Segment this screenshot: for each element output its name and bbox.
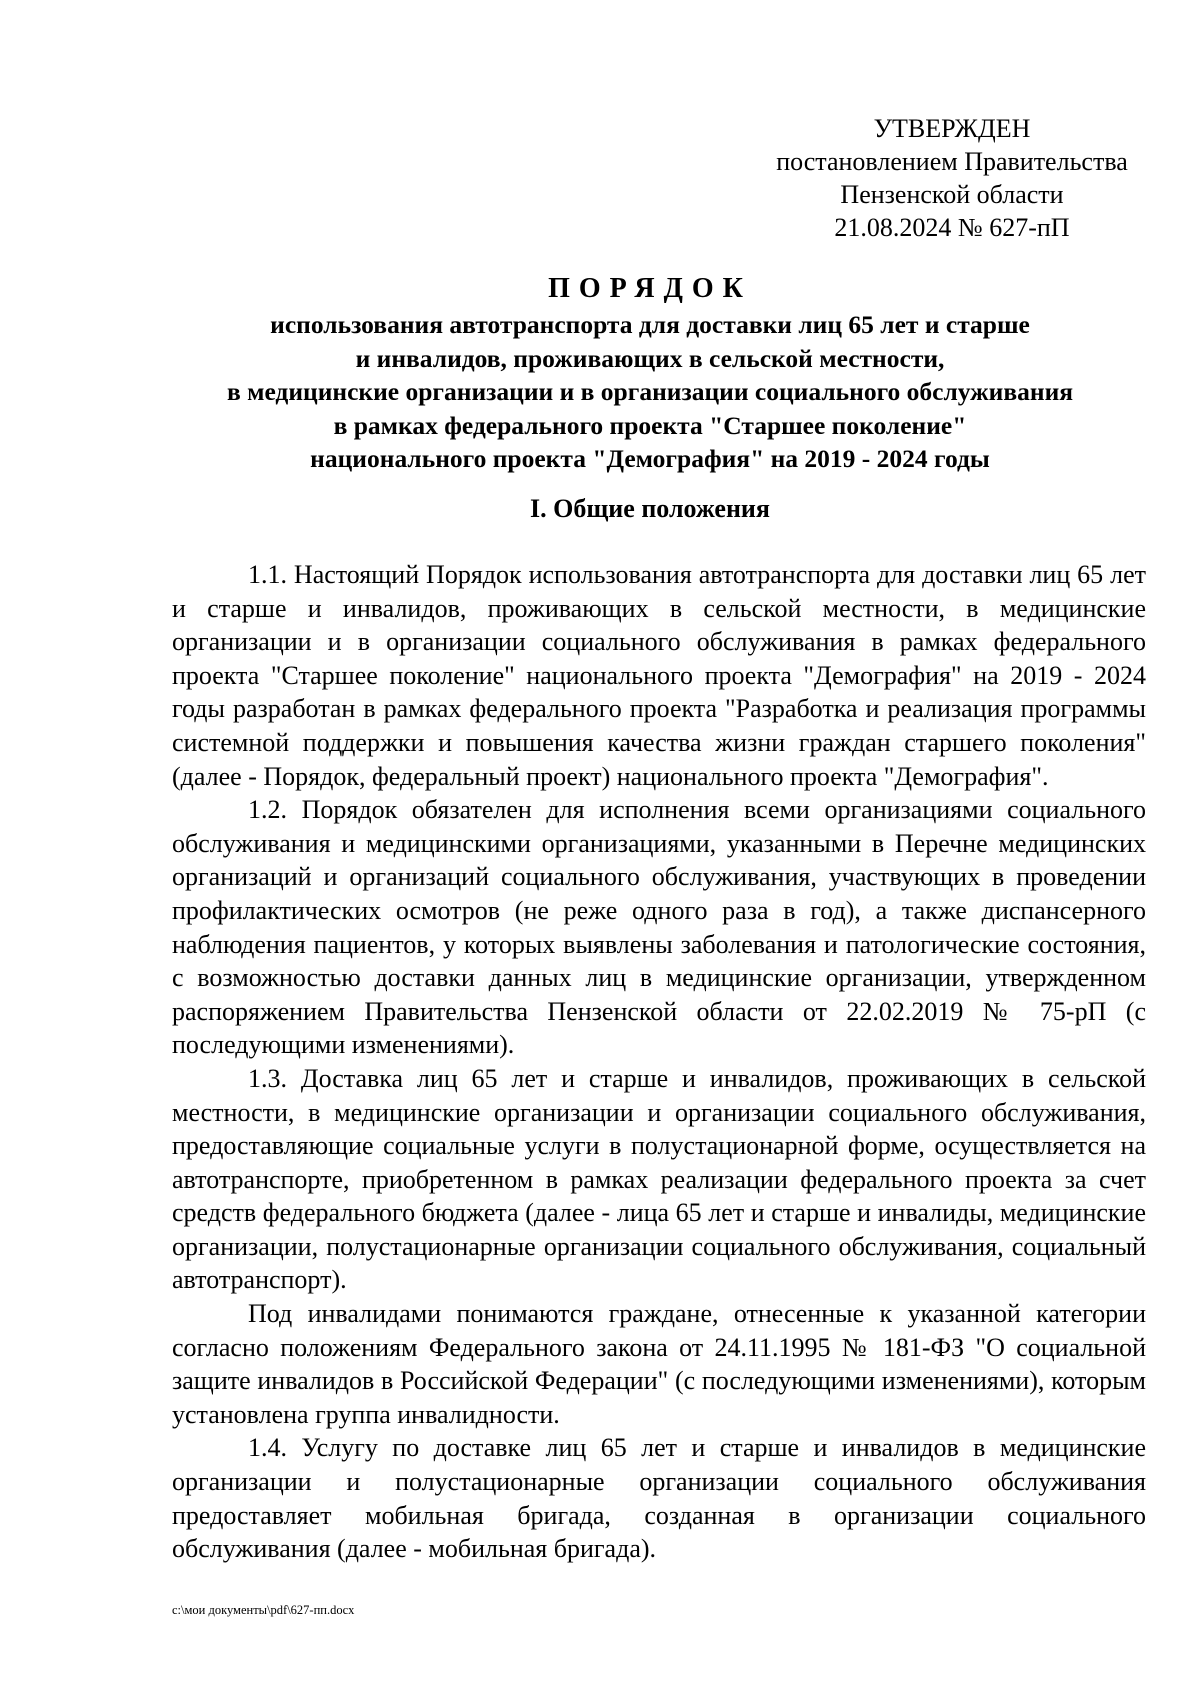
subtitle-line: использования автотранспорта для доставки лиц 65 лет и старше — [270, 310, 1030, 339]
document-heading: ПОРЯДОК — [548, 273, 752, 304]
document-title-block — [150, 272, 1150, 476]
section-heading: I. Общие положения — [530, 494, 770, 523]
subtitle-line: и инвалидов, проживающих в сельской местности, — [355, 343, 945, 373]
paragraph-1-2: 1.2. Порядок обязателен для исполнения всеми организациями социального обслуживания и медицинскими организациями, указанными в Перечне медицинских организаций и организаций социального обслуживания, участвующих в проведении профилактических осмотров (не реже одного раза в год), а также диспансерного наблюдения пациентов, у которых выявлены заболевания и патологические состояния, с возможностью доставки данных лиц в медицинские организации, утвержденном распоряжением Правительства Пензенской области от 22.02.2019 № 75-рП (с последующими изменениями). — [172, 795, 1146, 1060]
approval-date-number: 21.08.2024 № 627-пП — [834, 213, 1070, 242]
approval-stamp — [762, 112, 1142, 244]
file-path-footer: c:\мои документы\pdf\627-пп.docx — [172, 1603, 355, 1617]
approval-act: постановлением Правительства — [776, 147, 1128, 176]
subtitle-line: национального проекта "Демография" на 2019 - 2024 годы — [310, 444, 990, 473]
paragraph-1-4: 1.4. Услугу по доставке лиц 65 лет и старше и инвалидов в медицинские организации и полустационарные организации социального обслуживания предоставляет мобильная бригада, созданная в организации социального обслуживания (далее - мобильная бригада). — [172, 1433, 1146, 1564]
approval-region: Пензенской области — [840, 180, 1064, 209]
document-subtitle — [150, 308, 1150, 476]
paragraph-1-1: 1.1. Настоящий Порядок использования автотранспорта для доставки лиц 65 лет и старше и инвалидов, проживающих в сельской местности, в медицинские организации и в организации социального обслуживания в рамках федерального проекта "Старшее поколение" национального проекта "Демография" на 2019 - 2024 годы разработан в рамках федерального проекта "Разработка и реализация программы системной поддержки и повышения качества жизни граждан старшего поколения" (далее - Порядок, федеральный проект) национального проекта "Демография". — [172, 560, 1146, 791]
document-body — [172, 558, 1146, 1566]
paragraph-disabled-definition: Под инвалидами понимаются граждане, отнесенные к указанной категории согласно положениям Федерального закона от 24.11.1995 № 181-ФЗ "О социальной защите инвалидов в Российской Федерации" (с последующими изменениями), которым установлена группа инвалидности. — [172, 1299, 1146, 1429]
subtitle-line: в медицинские организации и в организации социального обслуживания — [226, 377, 1074, 406]
paragraph-1-3: 1.3. Доставка лиц 65 лет и старше и инвалидов, проживающих в сельской местности, в медицинские организации и организации социального обслуживания, предоставляющие социальные услуги в полустационарной форме, осуществляется на автотранспорте, приобретенном в рамках реализации федерального проекта за счет средств федерального бюджета (далее - лица 65 лет и старше и инвалиды, медицинские организации, полустационарные организации социального обслуживания, социальный автотранспорт). — [172, 1063, 1146, 1295]
subtitle-line: в рамках федерального проекта "Старшее поколение" — [333, 410, 967, 440]
approval-status: УТВЕРЖДЕН — [873, 114, 1031, 143]
